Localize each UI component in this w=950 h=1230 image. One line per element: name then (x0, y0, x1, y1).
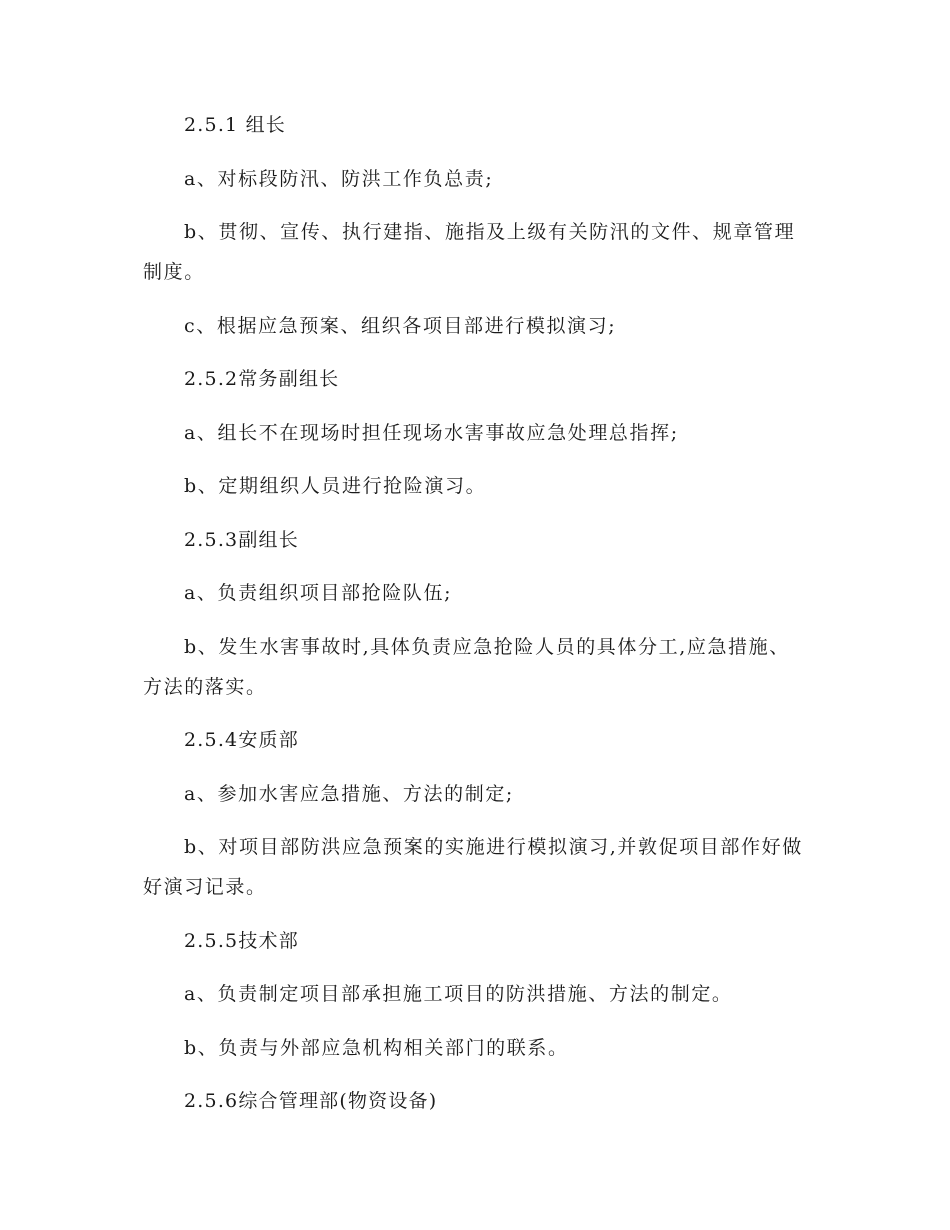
paragraph: b、对项目部防洪应急预案的实施进行模拟演习,并敦促项目部作好做好演习记录。 (143, 836, 803, 898)
paragraph: a、负责组织项目部抢险队伍; (184, 582, 453, 604)
section-heading-2-5-4: 2.5.4安质部 (184, 729, 299, 751)
paragraph: a、组长不在现场时担任现场水害事故应急处理总指挥; (184, 421, 679, 444)
paragraph: b、定期组织人员进行抢险演习。 (184, 475, 487, 497)
paragraph: b、负责与外部应急机构相关部门的联系。 (184, 1036, 569, 1059)
paragraph: a、对标段防汛、防洪工作负总责; (184, 167, 494, 190)
section-heading-2-5-2: 2.5.2常务副组长 (184, 368, 340, 390)
paragraph: b、贯彻、宣传、执行建指、施指及上级有关防汛的文件、规章管理制度。 (143, 221, 796, 283)
section-heading-2-5-6: 2.5.6综合管理部(物资设备) (184, 1090, 438, 1112)
paragraph: b、发生水害事故时,具体负责应急抢险人员的具体分工,应急措施、方法的落实。 (143, 635, 790, 698)
paragraph: c、根据应急预案、组织各项目部进行模拟演习; (184, 314, 617, 337)
section-heading-2-5-1: 2.5.1 组长 (184, 114, 286, 136)
section-heading-2-5-3: 2.5.3副组长 (184, 528, 299, 551)
paragraph: a、参加水害应急措施、方法的制定; (184, 782, 514, 805)
section-heading-2-5-5: 2.5.5技术部 (184, 929, 299, 952)
paragraph: a、负责制定项目部承担施工项目的防洪措施、方法的制定。 (184, 983, 733, 1005)
document-body (143, 105, 808, 1135)
